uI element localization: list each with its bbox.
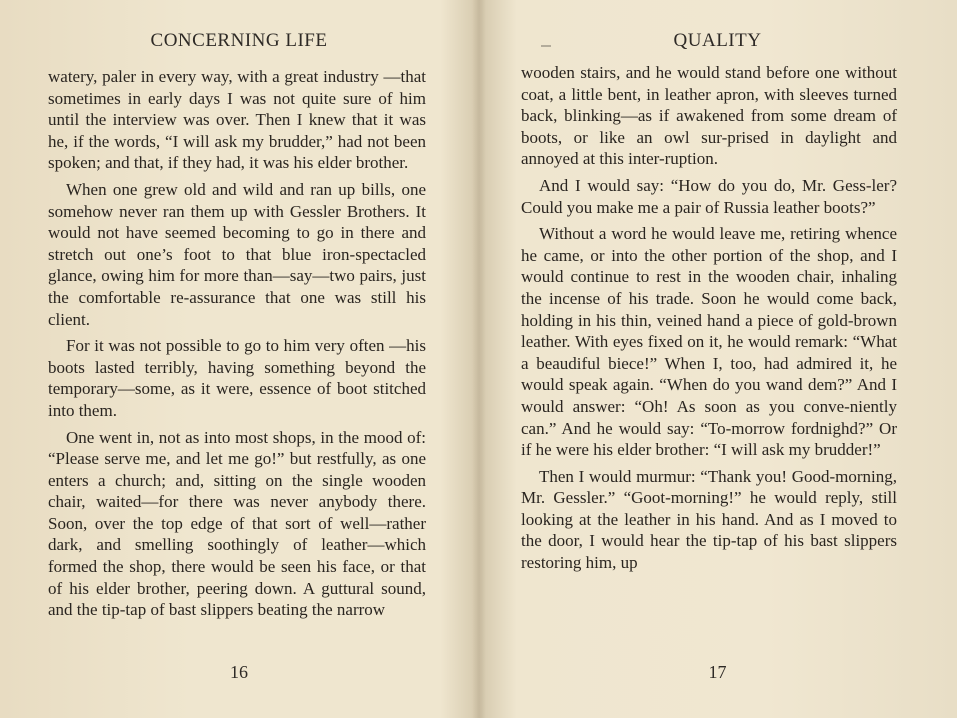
right-page [478, 0, 957, 718]
paragraph: For it was not possible to go to him very often —his boots lasted terribly, having something beyond the temporary—some, as it were, essence of boot stitched into them. [48, 336, 426, 420]
paragraph: Then I would murmur: “Thank you! Good-morning, Mr. Gessler.” “Goot-morning!” he would reply, still looking at the leather in his hand. And as I moved to the door, I would hear the tip-tap of his bast slippers restoring him, up [521, 466, 897, 573]
running-head-left: CONCERNING LIFE [150, 30, 328, 51]
paragraph: And I would say: “How do you do, Mr. Gess-ler? Could you make me a pair of Russia leather boots?” [521, 175, 897, 217]
body-text-left [48, 66, 426, 621]
running-head-right: QUALITY [673, 30, 762, 51]
page-number-right: 17 [708, 662, 727, 682]
ink-speck [541, 45, 551, 47]
paragraph: One went in, not as into most shops, in the mood of: “Please serve me, and let me go!” but restfully, as one enters a church; and, sitting on the single wooden chair, waited—for there was never anybody there. Soon, over the top edge of that sort of well—rather dark, and smelling soothingly of leather—which formed the shop, there would be seen his face, or that of his elder brother, peering down. A guttural sound, and the tip-tap of bast slippers beating the narrow [48, 427, 426, 620]
body-text-right [521, 62, 897, 574]
paragraph: When one grew old and wild and ran up bills, one somehow never ran them up with Gessler Brothers. It would not have seemed becoming to go in there and stretch out one’s foot to that blue iron-spectacled glance, owing him for more than—say—two pairs, just the comfortable re-assurance that one was still his client. [48, 179, 426, 329]
paragraph: Without a word he would leave me, retiring whence he came, or into the other portion of the shop, and I would continue to rest in the wooden chair, inhaling the incense of his trade. Soon he would come back, holding in his thin, veined hand a piece of gold-brown leather. With eyes fixed on it, he would remark: “What a beaudiful biece!” When I, too, had admired it, he would speak again. “When do you wand dem?” And I would answer: “Oh! As soon as you conve-niently can.” And he would say: “To-morrow fordnighd?” Or if he were his elder brother: “I will ask my brudder!” [521, 224, 897, 460]
left-page [0, 0, 478, 718]
paragraph: wooden stairs, and he would stand before one without coat, a little bent, in leather apron, with sleeves turned back, blinking—as if awakened from some dream of boots, or like an owl sur-prised in daylight and annoyed at this inter-ruption. [521, 63, 897, 169]
paragraph: watery, paler in every way, with a great industry —that sometimes in early days I was not quite sure of him until the interview was over. Then I knew that it was he, if the words, “I will ask my brudder,” had not been spoken; and that, if they had, it was his elder brother. [48, 67, 426, 173]
page-number-left: 16 [230, 662, 248, 682]
